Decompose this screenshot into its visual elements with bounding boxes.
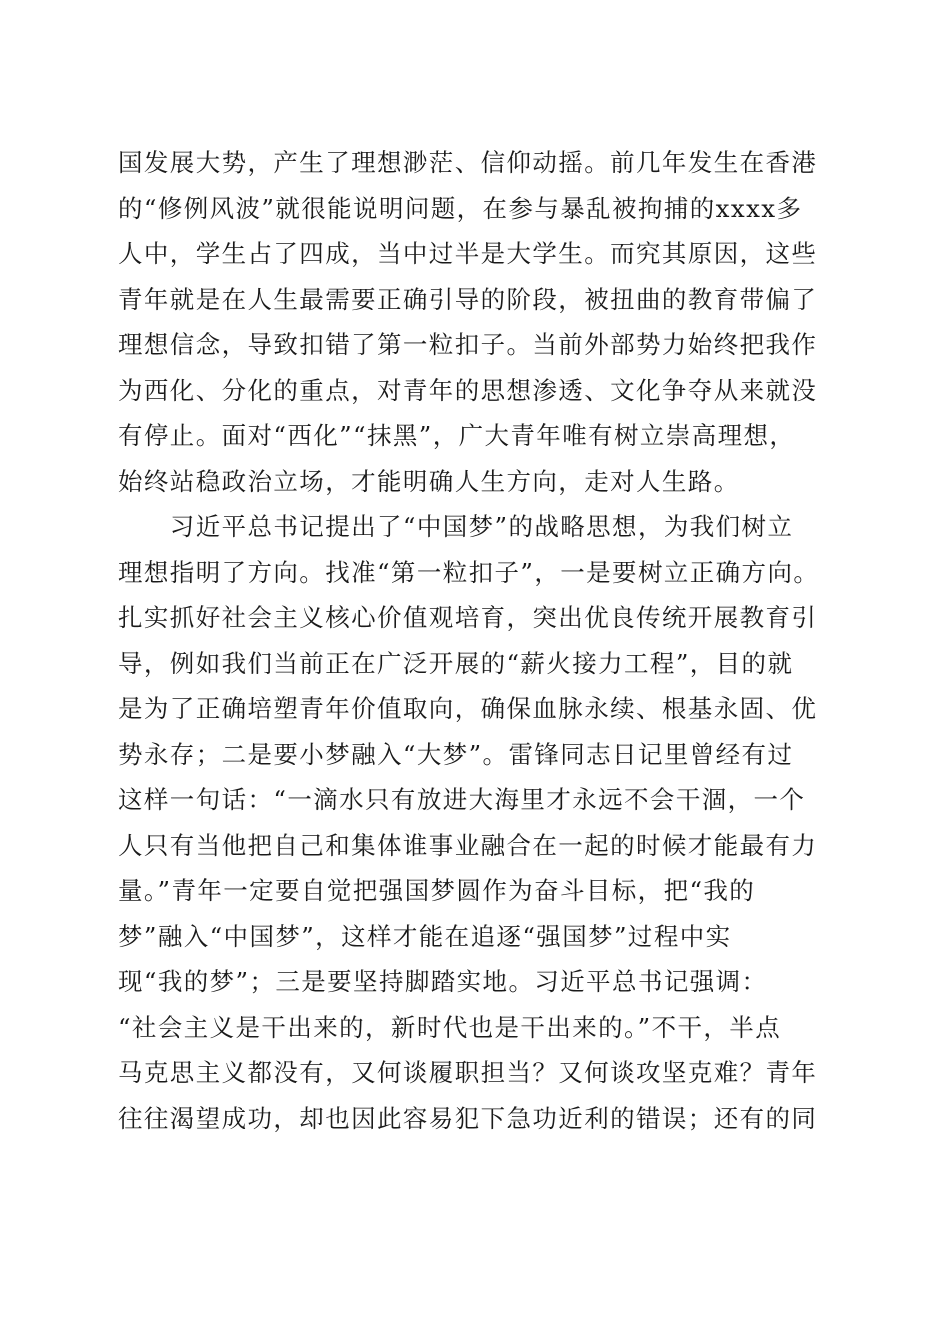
text-line: 始终站稳政治立场，才能明确人生方向，走对人生路。 — [118, 466, 740, 496]
text-line: 往往渴望成功，却也因此容易犯下急功近利的错误；还有的同 — [118, 1103, 818, 1133]
text-line: “社会主义是干出来的，新时代也是干出来的。”不干，半点 — [118, 1012, 782, 1042]
text-line: 人只有当他把自己和集体谁事业融合在一起的时候才能最有力 — [118, 830, 818, 860]
text-line: 国发展大势，产生了理想渺茫、信仰动摇。前几年发生在香港 — [118, 148, 818, 177]
text-line: 马克思主义都没有，又何谈履职担当？又何谈攻坚克难？青年 — [118, 1058, 818, 1087]
text-line: 梦”融入“中国梦”，这样才能在追逐“强国梦”过程中实 — [118, 921, 732, 951]
text-line: 青年就是在人生最需要正确引导的阶段，被扭曲的教育带偏了 — [118, 284, 818, 314]
text-line: 有停止。面对“西化”“抹黑”，广大青年唯有树立崇高理想， — [118, 421, 796, 450]
text-line: 习近平总书记提出了“中国梦”的战略思想，为我们树立 — [118, 512, 794, 541]
body-text — [118, 140, 848, 1141]
text-line: 理想信念，导致扣错了第一粒扣子。当前外部势力始终把我作 — [118, 330, 818, 359]
text-line: 的“修例风波”就很能说明问题，在参与暴乱被拘捕的xxxx多 — [118, 193, 803, 223]
text-line: 是为了正确培塑青年价值取向，确保血脉永续、根基永固、优 — [118, 694, 818, 723]
text-line: 扎实抓好社会主义核心价值观培育，突出优良传统开展教育引 — [118, 603, 818, 632]
text-line: 人中，学生占了四成，当中过半是大学生。而究其原因，这些 — [118, 239, 818, 268]
text-line: 现“我的梦”；三是要坚持脚踏实地。习近平总书记强调： — [118, 967, 768, 996]
text-line: 导，例如我们当前正在广泛开展的“薪火接力工程”，目的就 — [118, 648, 794, 678]
text-line: 理想指明了方向。找准“第一粒扣子”，一是要树立正确方向。 — [118, 557, 820, 587]
text-line: 势永存；二是要小梦融入“大梦”。雷锋同志日记里曾经有过 — [118, 739, 794, 769]
text-line: 这样一句话：“一滴水只有放进大海里才永远不会干涸，一个 — [118, 785, 806, 814]
text-line: 量。”青年一定要自觉把强国梦圆作为奋斗目标，把“我的 — [118, 876, 756, 905]
text-line: 为西化、分化的重点，对青年的思想渗透、文化争夺从来就没 — [118, 375, 818, 405]
